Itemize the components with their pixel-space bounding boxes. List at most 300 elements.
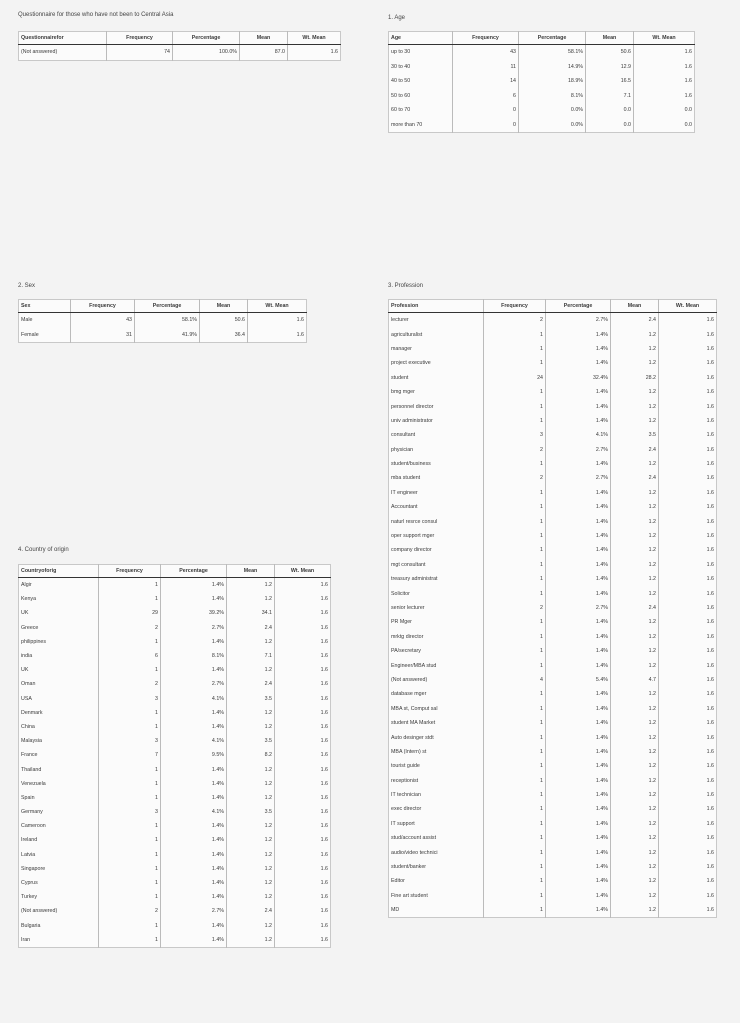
- col-header-label: Profession: [389, 300, 484, 313]
- frequency-cell: 3: [99, 692, 161, 706]
- mean-cell: 1.2: [227, 933, 275, 948]
- wt-mean-cell: 1.6: [706, 561, 714, 568]
- percentage-cell: 1.4%: [161, 635, 227, 649]
- frequency-cell: 1: [484, 687, 546, 701]
- col-header-wt-mean: Wt. Mean: [659, 300, 717, 313]
- col-header-frequency: Frequency: [453, 32, 519, 45]
- frequency-cell: 1: [484, 702, 546, 716]
- row-label: UK: [19, 606, 99, 620]
- mean-cell: 1.2: [227, 592, 275, 606]
- table-row: [19, 621, 331, 635]
- percentage-cell: 4.1%: [546, 428, 611, 442]
- wt-mean-cell: 1.6: [706, 648, 714, 655]
- mean-cell: 1.2: [227, 777, 275, 791]
- percentage-cell: 2.7%: [161, 677, 227, 691]
- row-label: Greece: [19, 621, 99, 635]
- percentage-cell: 2.7%: [546, 313, 611, 328]
- table-row: [389, 385, 717, 399]
- frequency-cell: 1: [484, 788, 546, 802]
- mean-cell: 2.4: [227, 677, 275, 691]
- percentage-cell: 1.4%: [546, 716, 611, 730]
- wt-mean-cell: 1.6: [706, 518, 714, 525]
- table-row: [19, 777, 331, 791]
- row-label: audio/video technici: [389, 845, 484, 859]
- wt-mean-cell: 1.6: [706, 720, 714, 727]
- table-row: [389, 774, 717, 788]
- table-row: [19, 734, 331, 748]
- table-row: [389, 687, 717, 701]
- wt-mean-cell: 1.6: [320, 865, 328, 872]
- table-row: [19, 592, 331, 606]
- percentage-cell: 1.4%: [546, 572, 611, 586]
- frequency-cell: 1: [484, 745, 546, 759]
- table-row: [389, 860, 717, 874]
- profession-caption: 3. Profession: [388, 283, 424, 289]
- table-row: [389, 118, 695, 133]
- col-header-mean: Mean: [240, 32, 288, 45]
- wt-mean-cell: 1.6: [706, 360, 714, 367]
- percentage-cell: 1.4%: [161, 933, 227, 948]
- frequency-cell: 1: [99, 635, 161, 649]
- frequency-cell: 2: [484, 471, 546, 485]
- wt-mean-cell: 1.6: [684, 49, 692, 56]
- mean-cell: 1.2: [227, 791, 275, 805]
- row-label: oper support mger: [389, 529, 484, 543]
- wt-mean-cell: 1.6: [706, 461, 714, 468]
- col-header-label: Sex: [19, 300, 71, 313]
- table-row: [19, 876, 331, 890]
- table-row: [389, 889, 717, 903]
- table-row: [19, 578, 331, 593]
- percentage-cell: 0.0%: [519, 118, 586, 133]
- percentage-cell: 5.4%: [546, 673, 611, 687]
- table-row: [389, 874, 717, 888]
- frequency-cell: 1: [484, 630, 546, 644]
- col-header-label: Questionnairefor: [19, 32, 107, 45]
- percentage-cell: 1.4%: [546, 385, 611, 399]
- row-label: database mger: [389, 687, 484, 701]
- frequency-cell: 1: [99, 791, 161, 805]
- wt-mean-cell: 1.6: [320, 880, 328, 887]
- col-header-mean: Mean: [611, 300, 659, 313]
- wt-mean-cell: 1.6: [706, 374, 714, 381]
- frequency-cell: 1: [484, 586, 546, 600]
- wt-mean-cell: 1.6: [706, 748, 714, 755]
- table-row: [389, 558, 717, 572]
- mean-cell: 1.2: [611, 845, 659, 859]
- mean-cell: 1.2: [611, 889, 659, 903]
- frequency-cell: 1: [99, 819, 161, 833]
- table-row: [389, 457, 717, 471]
- row-label: student/business: [389, 457, 484, 471]
- table-row: [389, 356, 717, 370]
- frequency-cell: 1: [99, 762, 161, 776]
- percentage-cell: 1.4%: [546, 759, 611, 773]
- table-row: [389, 845, 717, 859]
- mean-cell: 1.2: [227, 578, 275, 593]
- mean-cell: 1.2: [611, 615, 659, 629]
- row-label: treasury administrat: [389, 572, 484, 586]
- wt-mean-cell: 1.6: [706, 705, 714, 712]
- percentage-cell: 2.7%: [161, 904, 227, 918]
- table-row: [19, 862, 331, 876]
- sex-table: [18, 299, 307, 343]
- table-row: [19, 45, 341, 61]
- table-row: [389, 644, 717, 658]
- table-row: [389, 500, 717, 514]
- wt-mean-cell: 1.6: [320, 780, 328, 787]
- mean-cell: 3.5: [227, 734, 275, 748]
- mean-cell: 50.6: [586, 45, 634, 60]
- frequency-cell: 1: [484, 500, 546, 514]
- table-row: [19, 692, 331, 706]
- frequency-cell: 1: [484, 486, 546, 500]
- mean-cell: 3.5: [227, 692, 275, 706]
- percentage-cell: 1.4%: [546, 903, 611, 918]
- mean-cell: 2.4: [611, 443, 659, 457]
- mean-cell: 87.0: [240, 45, 288, 61]
- wt-mean-cell: 1.6: [706, 331, 714, 338]
- wt-mean-cell: 1.6: [320, 766, 328, 773]
- wt-mean-cell: 1.6: [320, 837, 328, 844]
- row-label: 40 to 50: [389, 74, 453, 89]
- wt-mean-cell: 0.0: [684, 121, 692, 128]
- frequency-cell: 4: [484, 673, 546, 687]
- percentage-cell: 1.4%: [546, 831, 611, 845]
- percentage-cell: 1.4%: [161, 919, 227, 933]
- wt-mean-cell: 1.6: [706, 691, 714, 698]
- wt-mean-cell: 1.6: [320, 638, 328, 645]
- mean-cell: 7.1: [227, 649, 275, 663]
- col-header-wt-mean: Wt. Mean: [248, 300, 307, 313]
- frequency-cell: 1: [99, 592, 161, 606]
- row-label: MBA st, Comput sal: [389, 702, 484, 716]
- mean-cell: 1.2: [611, 774, 659, 788]
- percentage-cell: 1.4%: [161, 848, 227, 862]
- frequency-cell: 1: [484, 572, 546, 586]
- frequency-cell: 1: [484, 414, 546, 428]
- frequency-cell: 1: [484, 658, 546, 672]
- table-row: [389, 831, 717, 845]
- table-row: [389, 471, 717, 485]
- wt-mean-cell: 1.6: [706, 475, 714, 482]
- mean-cell: 1.2: [611, 817, 659, 831]
- frequency-cell: 31: [71, 328, 135, 343]
- percentage-cell: 1.4%: [546, 644, 611, 658]
- wt-mean-cell: 1.6: [706, 389, 714, 396]
- frequency-cell: 1: [99, 933, 161, 948]
- wt-mean-cell: 1.6: [706, 633, 714, 640]
- row-label: india: [19, 649, 99, 663]
- row-label: Female: [19, 328, 71, 343]
- percentage-cell: 2.7%: [546, 601, 611, 615]
- mean-cell: 1.2: [611, 514, 659, 528]
- row-label: manager: [389, 342, 484, 356]
- frequency-cell: 1: [484, 356, 546, 370]
- wt-mean-cell: 1.6: [706, 849, 714, 856]
- row-label: more than 70: [389, 118, 453, 133]
- percentage-cell: 1.4%: [546, 774, 611, 788]
- table-row: [19, 313, 307, 328]
- table-row: [19, 748, 331, 762]
- sex-caption: 2. Sex: [18, 283, 36, 289]
- table-row: [19, 791, 331, 805]
- wt-mean-cell: 1.6: [706, 489, 714, 496]
- frequency-cell: 0: [453, 118, 519, 133]
- col-header-percentage: Percentage: [135, 300, 200, 313]
- table-header-row: [389, 32, 695, 45]
- row-label: student/banker: [389, 860, 484, 874]
- percentage-cell: 0.0%: [519, 103, 586, 118]
- mean-cell: 1.2: [611, 500, 659, 514]
- percentage-cell: 14.9%: [519, 60, 586, 75]
- wt-mean-cell: 1.6: [296, 317, 304, 324]
- mean-cell: 1.2: [227, 862, 275, 876]
- wt-mean-cell: 1.6: [330, 49, 338, 56]
- table-header-row: [19, 32, 341, 45]
- table-row: [389, 486, 717, 500]
- mean-cell: 2.4: [611, 313, 659, 328]
- table-row: [389, 730, 717, 744]
- frequency-cell: 1: [99, 848, 161, 862]
- row-label: consultant: [389, 428, 484, 442]
- frequency-cell: 1: [484, 385, 546, 399]
- row-label: Germany: [19, 805, 99, 819]
- row-label: Cyprus: [19, 876, 99, 890]
- table-row: [389, 630, 717, 644]
- row-label: (Not answered): [19, 904, 99, 918]
- row-label: Latvia: [19, 848, 99, 862]
- table-row: [19, 677, 331, 691]
- percentage-cell: 1.4%: [546, 457, 611, 471]
- frequency-cell: 24: [484, 371, 546, 385]
- mean-cell: 1.2: [611, 658, 659, 672]
- percentage-cell: 1.4%: [546, 817, 611, 831]
- row-label: mgt consultant: [389, 558, 484, 572]
- frequency-cell: 11: [453, 60, 519, 75]
- table-row: [19, 890, 331, 904]
- row-label: Spain: [19, 791, 99, 805]
- table-row: [389, 327, 717, 341]
- wt-mean-cell: 1.6: [320, 922, 328, 929]
- row-label: Thailand: [19, 762, 99, 776]
- percentage-cell: 1.4%: [546, 342, 611, 356]
- mean-cell: 1.2: [611, 702, 659, 716]
- wt-mean-cell: 1.6: [320, 908, 328, 915]
- frequency-cell: 1: [484, 889, 546, 903]
- mean-cell: 1.2: [611, 860, 659, 874]
- mean-cell: 1.2: [227, 919, 275, 933]
- row-label: project executive: [389, 356, 484, 370]
- percentage-cell: 1.4%: [546, 356, 611, 370]
- percentage-cell: 39.2%: [161, 606, 227, 620]
- wt-mean-cell: 1.6: [706, 403, 714, 410]
- mean-cell: 1.2: [611, 327, 659, 341]
- row-label: Bulgaria: [19, 919, 99, 933]
- frequency-cell: 0: [453, 103, 519, 118]
- table-row: [389, 313, 717, 328]
- col-header-mean: Mean: [200, 300, 248, 313]
- frequency-cell: 1: [484, 644, 546, 658]
- table-row: [389, 543, 717, 557]
- wt-mean-cell: 1.6: [684, 78, 692, 85]
- percentage-cell: 1.4%: [546, 514, 611, 528]
- percentage-cell: 1.4%: [161, 862, 227, 876]
- frequency-cell: 1: [99, 876, 161, 890]
- mean-cell: 2.4: [227, 904, 275, 918]
- wt-mean-cell: 1.6: [320, 851, 328, 858]
- wt-mean-cell: 1.6: [320, 582, 328, 589]
- mean-cell: 0.0: [586, 103, 634, 118]
- table-row: [19, 720, 331, 734]
- wt-mean-cell: 1.6: [706, 835, 714, 842]
- percentage-cell: 1.4%: [546, 486, 611, 500]
- row-label: tourist guide: [389, 759, 484, 773]
- row-label: MD: [389, 903, 484, 918]
- wt-mean-cell: 1.6: [320, 596, 328, 603]
- table-row: [19, 663, 331, 677]
- country-table: [18, 564, 331, 948]
- wt-mean-cell: 1.6: [320, 823, 328, 830]
- row-label: France: [19, 748, 99, 762]
- mean-cell: 1.2: [611, 457, 659, 471]
- row-label: personnel director: [389, 399, 484, 413]
- wt-mean-cell: 1.6: [706, 605, 714, 611]
- frequency-cell: 14: [453, 74, 519, 89]
- col-header-wt-mean: Wt. Mean: [275, 565, 331, 578]
- row-label: Solicitor: [389, 586, 484, 600]
- percentage-cell: 1.4%: [546, 327, 611, 341]
- table-row: [389, 673, 717, 687]
- mean-cell: 1.2: [611, 414, 659, 428]
- wt-mean-cell: 1.6: [684, 92, 692, 99]
- row-label: naturl resrce consul: [389, 514, 484, 528]
- row-label: bmg mger: [389, 385, 484, 399]
- mean-cell: 34.1: [227, 606, 275, 620]
- frequency-cell: 1: [484, 558, 546, 572]
- wt-mean-cell: 1.6: [320, 752, 328, 759]
- table-row: [19, 606, 331, 620]
- mean-cell: 1.2: [611, 558, 659, 572]
- wt-mean-cell: 1.6: [320, 695, 328, 702]
- table-row: [389, 615, 717, 629]
- frequency-cell: 1: [484, 860, 546, 874]
- row-label: IT engineer: [389, 486, 484, 500]
- row-label: USA: [19, 692, 99, 706]
- wt-mean-cell: 1.6: [320, 894, 328, 901]
- wt-mean-cell: 1.6: [706, 806, 714, 813]
- mean-cell: 1.2: [227, 833, 275, 847]
- frequency-cell: 1: [484, 457, 546, 471]
- row-label: Fine art student: [389, 889, 484, 903]
- table-row: [389, 60, 695, 75]
- mean-cell: 1.2: [611, 356, 659, 370]
- table-row: [389, 817, 717, 831]
- wt-mean-cell: 1.6: [706, 792, 714, 799]
- row-label: PR Mger: [389, 615, 484, 629]
- row-label: agriculturalist: [389, 327, 484, 341]
- mean-cell: 4.7: [611, 673, 659, 687]
- table-row: [389, 514, 717, 528]
- mean-cell: 2.4: [227, 621, 275, 635]
- percentage-cell: 1.4%: [161, 706, 227, 720]
- frequency-cell: 1: [99, 833, 161, 847]
- wt-mean-cell: 1.6: [320, 794, 328, 801]
- percentage-cell: 1.4%: [546, 615, 611, 629]
- mean-cell: 1.2: [611, 630, 659, 644]
- mean-cell: 28.2: [611, 371, 659, 385]
- age-caption: 1. Age: [388, 15, 406, 21]
- row-label: 30 to 40: [389, 60, 453, 75]
- wt-mean-cell: 1.6: [706, 576, 714, 583]
- frequency-cell: 7: [99, 748, 161, 762]
- table-header-row: [19, 565, 331, 578]
- col-header-frequency: Frequency: [71, 300, 135, 313]
- row-label: Venezuela: [19, 777, 99, 791]
- row-label: Kenya: [19, 592, 99, 606]
- wt-mean-cell: 1.6: [706, 504, 714, 511]
- row-label: UK: [19, 663, 99, 677]
- wt-mean-cell: 1.6: [706, 547, 714, 554]
- table-row: [389, 759, 717, 773]
- frequency-cell: 2: [484, 443, 546, 457]
- wt-mean-cell: 1.6: [706, 763, 714, 770]
- wt-mean-cell: 1.6: [706, 892, 714, 899]
- wt-mean-cell: 1.6: [706, 907, 714, 914]
- row-label: exec director: [389, 802, 484, 816]
- frequency-cell: 1: [99, 720, 161, 734]
- frequency-cell: 1: [484, 342, 546, 356]
- frequency-cell: 1: [484, 327, 546, 341]
- mean-cell: 1.2: [611, 385, 659, 399]
- table-row: [19, 833, 331, 847]
- frequency-cell: 3: [99, 734, 161, 748]
- wt-mean-cell: 1.6: [706, 446, 714, 453]
- col-header-percentage: Percentage: [173, 32, 240, 45]
- table-row: [389, 399, 717, 413]
- frequency-cell: 1: [99, 777, 161, 791]
- wt-mean-cell: 1.6: [320, 624, 328, 631]
- mean-cell: 2.4: [611, 601, 659, 615]
- mean-cell: 8.2: [227, 748, 275, 762]
- table-row: [389, 903, 717, 918]
- mean-cell: 12.9: [586, 60, 634, 75]
- percentage-cell: 1.4%: [546, 414, 611, 428]
- percentage-cell: 100.0%: [173, 45, 240, 61]
- percentage-cell: 32.4%: [546, 371, 611, 385]
- frequency-cell: 1: [484, 903, 546, 918]
- age-table: [388, 31, 695, 133]
- mean-cell: 0.0: [586, 118, 634, 133]
- frequency-cell: 43: [71, 313, 135, 328]
- row-label: 50 to 60: [389, 89, 453, 104]
- wt-mean-cell: 1.6: [706, 533, 714, 540]
- profession-table: [388, 299, 717, 918]
- table-row: [389, 428, 717, 442]
- table-row: [389, 89, 695, 104]
- table-header-row: [19, 300, 307, 313]
- row-label: Denmark: [19, 706, 99, 720]
- percentage-cell: 1.4%: [546, 586, 611, 600]
- row-label: stud/account assist: [389, 831, 484, 845]
- frequency-cell: 1: [484, 874, 546, 888]
- frequency-cell: 1: [99, 578, 161, 593]
- row-label: Editor: [389, 874, 484, 888]
- questionnaire-caption: Questionnaire for those who have not been to Central Asia: [18, 12, 174, 18]
- percentage-cell: 58.1%: [135, 313, 200, 328]
- row-label: philippines: [19, 635, 99, 649]
- frequency-cell: 2: [99, 904, 161, 918]
